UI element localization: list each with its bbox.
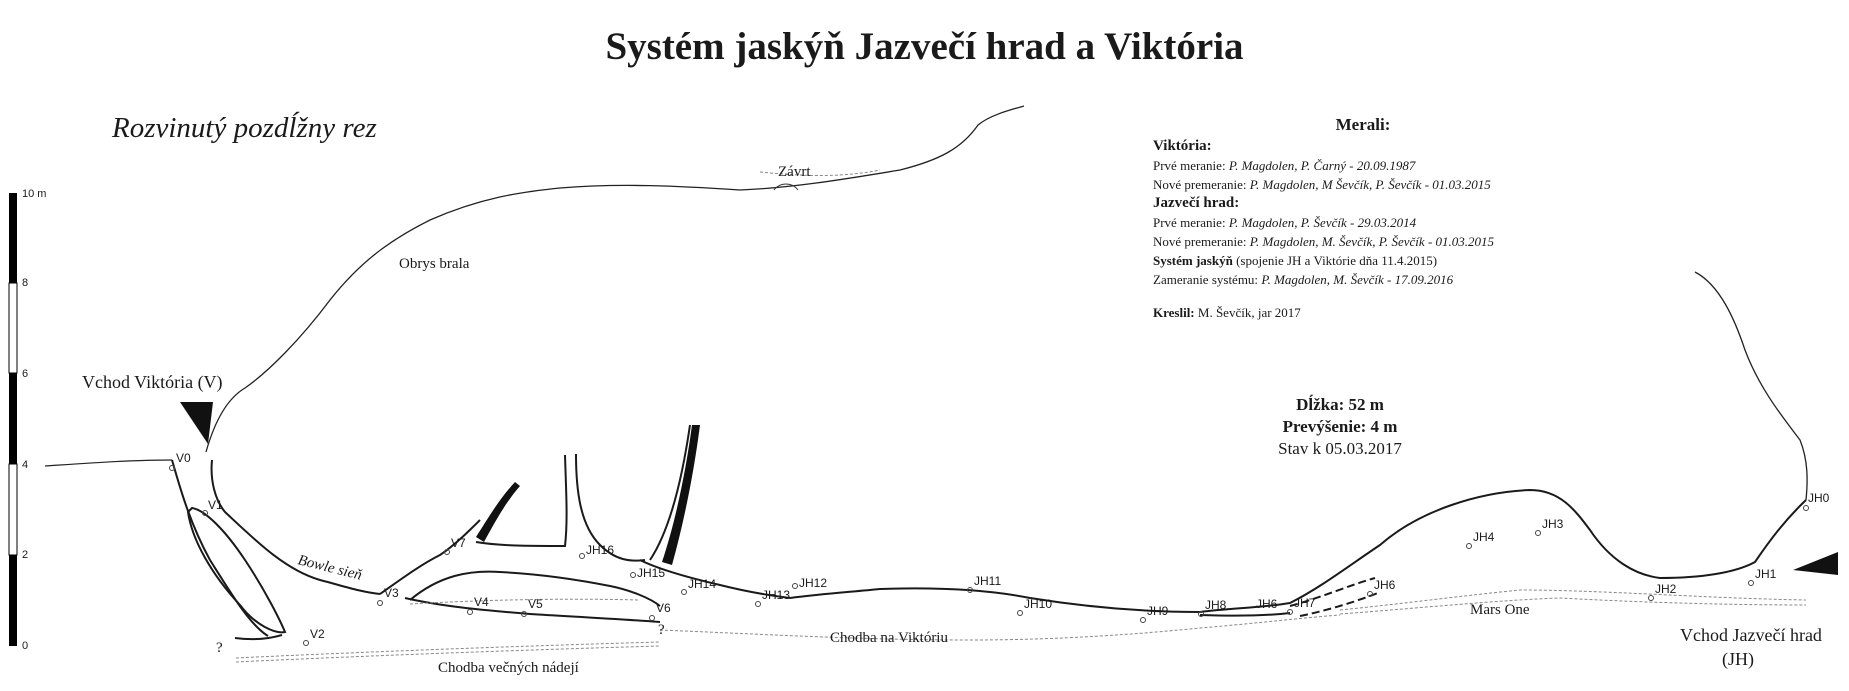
system-line [1153,251,1573,270]
station-v5: V5 [528,597,543,611]
surveyors-heading: Merali: [1335,115,1391,134]
station-markers [170,466,1809,646]
cliff-outline-right [1695,272,1807,500]
station-jh8: JH8 [1205,598,1227,612]
obrys-label: Obrys brala [399,256,470,272]
question-mark-2: ? [658,622,665,638]
bowle-label: Bowle sieň [296,552,364,584]
station-jh7: JH7 [1294,596,1316,610]
system-heading: Systém jaskýň [1153,253,1233,268]
drawn-label: Kreslil: [1153,305,1195,320]
entrance-jh-arrow-icon [1793,552,1838,575]
scale-label-2: 2 [22,549,29,561]
system-note: (spojenie JH a Viktórie dňa 11.4.2015) [1236,253,1438,268]
station-jh6b: JH6 [1256,597,1278,611]
jazveci-new-survey [1153,232,1573,251]
station-jh1: JH1 [1755,567,1777,581]
scale-label-6: 6 [22,368,29,380]
scale-bar [9,193,17,646]
station-jh12: JH12 [799,576,828,590]
cave-stats [1200,394,1480,460]
jazveci-new-value: P. Magdolen, M. Ševčík, P. Ševčík - 01.03.2015 [1249,234,1495,249]
station-v4: V4 [474,595,489,609]
surveyors-box [1153,115,1573,322]
station-jh11: JH11 [974,574,1002,588]
page-title: Systém jaskýň Jazvečí hrad a Viktória [605,25,1244,68]
station-v6: V6 [656,601,671,615]
viktoria-heading: Viktória: [1153,138,1212,154]
length-stat: Dĺžka: 52 m [1296,395,1384,414]
station-v3: V3 [384,586,399,600]
profile-subtitle: Rozvinutý pozdĺžny rez [112,112,377,144]
system-survey-label: Zameranie systému: [1153,272,1259,287]
mars-one-label: Mars One [1470,602,1530,618]
station-jh6: JH6 [1374,578,1396,592]
zavrt-label: Závrt [778,164,811,180]
cave-passages [172,425,1806,639]
jazveci-first-label: Prvé meranie: [1153,215,1226,230]
entrance-v-label: Vchod Viktória (V) [82,372,223,392]
station-jh9: JH9 [1147,604,1169,618]
drawn-by [1153,303,1573,322]
entrance-jh-label-1: Vchod Jazvečí hrad [1680,625,1822,645]
station-jh16: JH16 [586,543,615,557]
viktoria-new-survey [1153,175,1573,194]
station-jh0: JH0 [1808,491,1830,505]
chodba-viktoriu-label: Chodba na Viktóriu [830,630,948,646]
scale-label-0: 0 [22,640,29,652]
entrance-jh-label-2: (JH) [1722,649,1754,669]
cliff-outline [206,106,1024,452]
status-date: Stav k 05.03.2017 [1278,439,1402,458]
surface-left [45,460,172,466]
viktoria-new-value: P. Magdolen, M Ševčík, P. Ševčík - 01.03.2015 [1249,177,1491,192]
question-mark-1: ? [216,640,223,656]
station-jh3: JH3 [1542,517,1564,531]
station-jh2: JH2 [1655,582,1677,596]
station-jh10: JH10 [1024,597,1053,611]
jazveci-heading: Jazvečí hrad: [1153,195,1240,211]
viktoria-first-value: P. Magdolen, P. Čarný - 20.09.1987 [1228,158,1416,173]
station-jh13: JH13 [762,588,791,602]
jazveci-first-value: P. Magdolen, P. Ševčík - 29.03.2014 [1228,215,1417,230]
station-jh15: JH15 [637,566,666,580]
station-jh14: JH14 [688,577,717,591]
station-v7: V7 [451,536,466,550]
viktoria-first-label: Prvé meranie: [1153,158,1226,173]
jazveci-first-survey [1153,213,1573,232]
scale-label-8: 8 [22,277,29,289]
system-survey [1153,270,1573,289]
entrance-v-arrow-icon [180,402,213,444]
station-v1: V1 [208,498,223,512]
station-v2: V2 [310,627,325,641]
station-v0: V0 [176,451,191,465]
station-jh4: JH4 [1473,530,1495,544]
jazveci-new-label: Nové premeranie: [1153,234,1247,249]
chodba-vecnych-label: Chodba večných nádejí [438,660,579,676]
system-survey-value: P. Magdolen, M. Ševčík - 17.09.2016 [1261,272,1454,287]
scale-label-4: 4 [22,459,29,471]
scale-label-10: 10 m [22,188,47,200]
viktoria-first-survey [1153,156,1573,175]
drawn-value: M. Ševčík, jar 2017 [1197,305,1301,320]
viktoria-new-label: Nové premeranie: [1153,177,1247,192]
elevation-stat: Prevýšenie: 4 m [1282,417,1398,436]
